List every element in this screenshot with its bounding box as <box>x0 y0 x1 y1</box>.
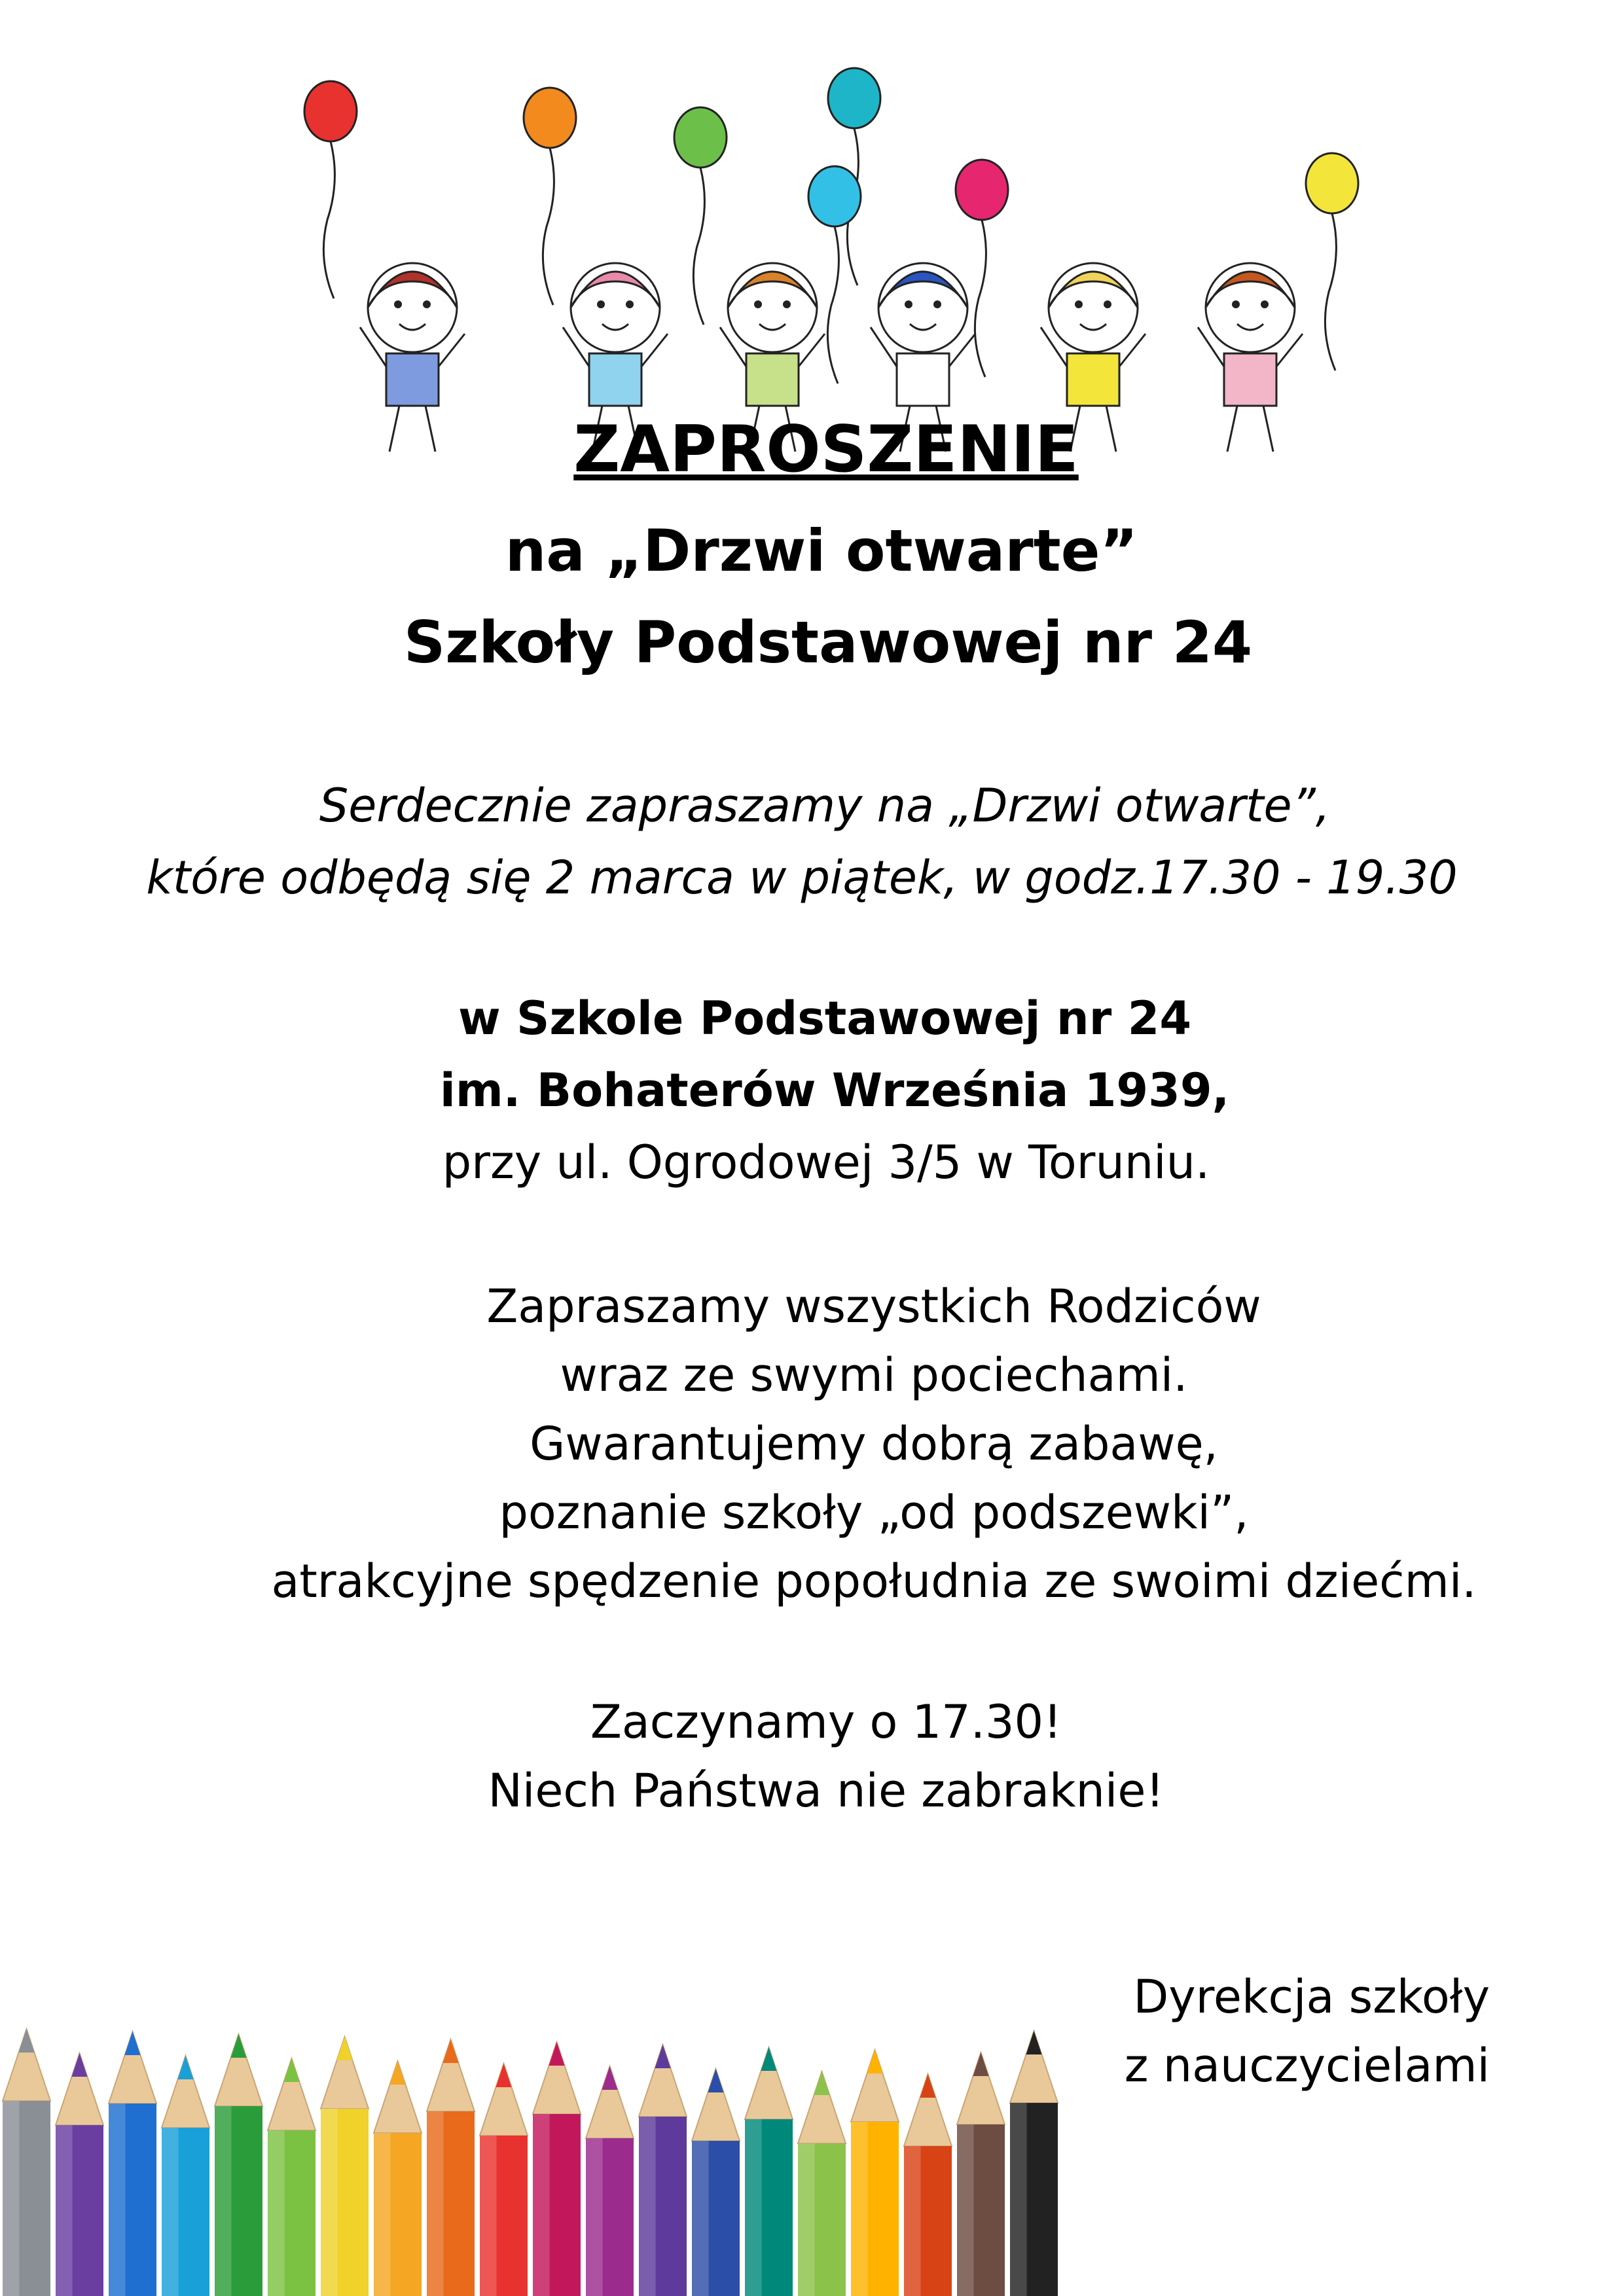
pencil-highlight <box>957 2125 974 2296</box>
balloon-string <box>323 141 334 298</box>
pencil-highlight <box>268 2130 285 2296</box>
pencil-tip <box>125 2032 141 2055</box>
balloon <box>304 81 357 141</box>
child-eye <box>1075 300 1083 308</box>
pencil-tip <box>814 2072 830 2095</box>
pencil-tip <box>920 2074 936 2098</box>
pencil <box>109 2032 156 2296</box>
child-eye <box>1104 300 1111 308</box>
balloon <box>956 160 1008 220</box>
pencil <box>851 2050 899 2296</box>
pencil-tip <box>761 2047 777 2071</box>
balloon-string <box>693 168 704 325</box>
child-shirt <box>897 353 949 406</box>
start-time: Zaczynamy o 17.30! <box>590 1695 1062 1749</box>
pencil-highlight <box>1010 2103 1027 2296</box>
balloon <box>674 107 727 168</box>
closing-remark: Niech Państwa nie zabraknie! <box>488 1764 1164 1818</box>
invite-line: Zapraszamy wszystkich Rodziców <box>486 1280 1261 1333</box>
pencil-tip <box>72 2053 88 2077</box>
pencil-tip <box>19 2029 35 2053</box>
pencil <box>374 2061 422 2296</box>
pencil <box>1010 2031 1058 2296</box>
pencil <box>321 2037 369 2296</box>
signature-line-1: Dyrekcja szkoły <box>1133 1970 1490 2024</box>
page-title: ZAPROSZENIE <box>573 412 1079 487</box>
pencil-highlight <box>427 2111 444 2296</box>
pencil-highlight <box>533 2114 550 2296</box>
pencil-highlight <box>692 2141 709 2296</box>
subtitle-school-name: Szkoły Podstawowej nr 24 <box>403 609 1253 676</box>
child-eye <box>905 300 912 308</box>
invite-line: wraz ze swymi pociechami. <box>560 1348 1188 1402</box>
pencil <box>957 2053 1005 2296</box>
intro-line-1: Serdecznie zapraszamy na „Drzwi otwarte”, <box>319 779 1331 833</box>
pencil <box>162 2056 209 2296</box>
pencil-highlight <box>798 2144 815 2296</box>
pencil-highlight <box>851 2122 868 2296</box>
pencil-highlight <box>586 2138 603 2296</box>
pencil-highlight <box>321 2109 338 2296</box>
pencil <box>427 2039 475 2296</box>
intro-line-2-date-time: które odbędą się 2 marca w piątek, w godz.17.30 - 19.30 <box>146 851 1458 905</box>
pencil-highlight <box>215 2106 232 2296</box>
pencil-tip <box>443 2039 459 2063</box>
pencil-highlight <box>480 2136 497 2296</box>
pencil-tip <box>1026 2031 1042 2054</box>
child-eye <box>933 300 941 308</box>
child-eye <box>783 300 791 308</box>
pencil-tip <box>231 2034 247 2058</box>
invite-line: atrakcyjne spędzenie popołudnia ze swoimi dziećmi. <box>271 1554 1477 1608</box>
pencil-tip <box>655 2045 671 2068</box>
balloon <box>828 68 880 128</box>
pencil-tip <box>178 2056 194 2079</box>
pencil <box>56 2053 103 2296</box>
pencil <box>904 2074 952 2296</box>
children-with-balloons-illustration <box>275 59 1375 458</box>
signature-line-2: z nauczycielami <box>1124 2039 1490 2092</box>
balloon-string <box>975 220 986 377</box>
pencil-highlight <box>904 2146 921 2296</box>
pencil-tip <box>973 2053 989 2076</box>
pencil <box>533 2042 581 2296</box>
invite-line: poznanie szkoły „od podszewki”, <box>499 1486 1249 1539</box>
balloon <box>1306 153 1358 213</box>
child-legs <box>1227 406 1273 452</box>
child-shirt <box>589 353 641 406</box>
child-eye <box>1261 300 1269 308</box>
pencil <box>480 2064 528 2296</box>
child-eye <box>1232 300 1240 308</box>
child-legs <box>389 406 435 452</box>
child-eye <box>754 300 762 308</box>
pencil <box>3 2029 50 2296</box>
address-street: przy ul. Ogrodowej 3/5 w Toruniu. <box>442 1136 1210 1189</box>
invite-line: Gwarantujemy dobrą zabawę, <box>530 1417 1218 1471</box>
balloon-string <box>543 148 554 305</box>
pencil-highlight <box>3 2101 20 2296</box>
pencil <box>745 2047 793 2296</box>
pencil-tip <box>867 2050 883 2073</box>
child-shirt <box>386 353 439 406</box>
subtitle-open-day: na „Drzwi otwarte” <box>505 517 1138 584</box>
child-eye <box>597 300 605 308</box>
pencil-tip <box>708 2069 724 2092</box>
pencil <box>586 2066 634 2296</box>
balloon-string <box>827 226 839 384</box>
pencil-tip <box>496 2064 512 2087</box>
child-shirt <box>1224 353 1276 406</box>
pencil-tip <box>284 2058 300 2082</box>
child-eye <box>626 300 634 308</box>
child-shirt <box>746 353 799 406</box>
balloon <box>808 166 861 226</box>
pencil-tip <box>602 2066 618 2090</box>
child-eye <box>394 300 402 308</box>
colored-pencils-illustration <box>0 2003 1060 2296</box>
pencil-highlight <box>745 2119 762 2296</box>
balloon <box>524 88 576 148</box>
pencil <box>692 2069 740 2296</box>
balloon-string <box>1325 213 1336 370</box>
address-patron: im. Bohaterów Września 1939, <box>439 1064 1230 1117</box>
pencil-tip <box>549 2042 565 2066</box>
pencil-highlight <box>109 2104 126 2296</box>
pencil <box>215 2034 262 2296</box>
pencil-highlight <box>374 2133 391 2296</box>
pencil <box>268 2058 316 2296</box>
pencil <box>639 2045 687 2296</box>
address-school: w Szkole Podstawowej nr 24 <box>458 992 1192 1045</box>
child-figure <box>360 263 465 452</box>
child-shirt <box>1067 353 1119 406</box>
child-eye <box>423 300 431 308</box>
pencil-highlight <box>162 2128 179 2296</box>
pencil-tip <box>390 2061 406 2085</box>
pencil-tip <box>337 2037 353 2060</box>
pencil-highlight <box>639 2117 656 2296</box>
pencil-highlight <box>56 2125 73 2296</box>
pencil <box>798 2072 846 2296</box>
child-figure <box>1198 263 1303 452</box>
